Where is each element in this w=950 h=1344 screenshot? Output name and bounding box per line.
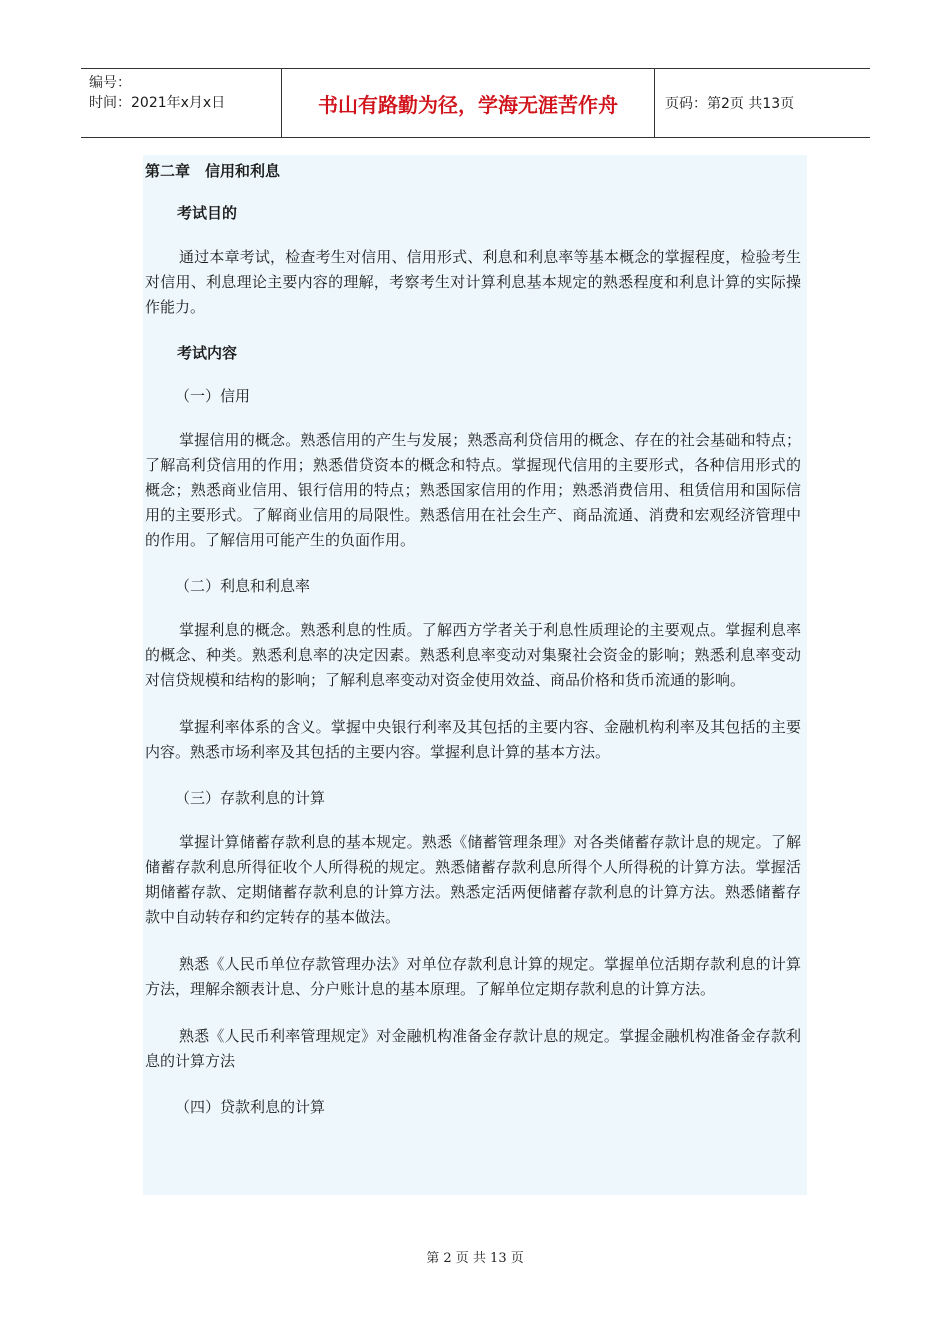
document-body [143, 155, 807, 1195]
date-label: 时间：2021年x月x日 [89, 95, 226, 111]
header-meta-cell [81, 69, 282, 137]
exam-content-heading: 考试内容 [177, 344, 238, 362]
motto-text: 书山有路勤为径，学海无涯苦作舟 [318, 92, 618, 117]
exam-purpose-paragraph: 通过本章考试，检查考生对信用、信用形式、利息和利息率等基本概念的掌握程度，检验考生对信用、利息理论主要内容的理解，考察考生对计算利息基本规定的熟悉程度和利息计算的实际操作能力。 [145, 248, 801, 316]
section-credit-paragraph: 掌握信用的概念。熟悉信用的产生与发展；熟悉高利贷信用的概念、存在的社会基础和特点；了解高利贷信用的作用；熟悉借贷资本的概念和特点。掌握现代信用的主要形式，各种信用形式的概念；熟悉商业信用、银行信用的特点；熟悉国家信用的作用；熟悉消费信用、租赁信用和国际信用的主要形式。了解商业信用的局限性。熟悉信用在社会生产、商品流通、消费和宏观经济管理中的作用。了解信用可能产生的负面作用。 [145, 431, 801, 549]
page-label: 页码：第2页 共13页 [665, 96, 795, 112]
section-deposit-paragraph-3: 熟悉《人民币利率管理规定》对金融机构准备金存款计息的规定。掌握金融机构准备金存款利息的计算方法 [145, 1027, 801, 1070]
section-deposit-heading: （三）存款利息的计算 [175, 789, 326, 807]
section-interest-paragraph-2: 掌握利率体系的含义。掌握中央银行利率及其包括的主要内容、金融机构利率及其包括的主要内容。熟悉市场利率及其包括的主要内容。掌握利息计算的基本方法。 [145, 718, 801, 761]
header-motto-cell [282, 69, 655, 137]
exam-purpose-heading: 考试目的 [177, 204, 238, 222]
page-header [81, 68, 870, 138]
number-label: 编号： [89, 75, 131, 91]
section-loan-heading: （四）贷款利息的计算 [175, 1098, 326, 1116]
section-credit-heading: （一）信用 [175, 387, 251, 405]
page-footer: 第 2 页 共 13 页 [426, 1251, 524, 1266]
section-interest-heading: （二）利息和利息率 [175, 577, 311, 595]
header-page-cell [655, 69, 870, 137]
chapter-title: 第二章 信用和利息 [145, 162, 281, 180]
section-deposit-paragraph-1: 掌握计算储蓄存款利息的基本规定。熟悉《储蓄管理条理》对各类储蓄存款计息的规定。了解储蓄存款利息所得征收个人所得税的规定。熟悉储蓄存款利息所得个人所得税的计算方法。掌握活期储蓄存款、定期储蓄存款利息的计算方法。熟悉定活两便储蓄存款利息的计算方法。熟悉储蓄存款中自动转存和约定转存的基本做法。 [145, 833, 801, 926]
section-interest-paragraph-1: 掌握利息的概念。熟悉利息的性质。了解西方学者关于利息性质理论的主要观点。掌握利息率的概念、种类。熟悉利息率的决定因素。熟悉利息率变动对集聚社会资金的影响；熟悉利息率变动对信贷规模和结构的影响；了解利息率变动对资金使用效益、商品价格和货币流通的影响。 [145, 621, 801, 689]
section-deposit-paragraph-2: 熟悉《人民币单位存款管理办法》对单位存款利息计算的规定。掌握单位活期存款利息的计算方法，理解余额表计息、分户账计息的基本原理。了解单位定期存款利息的计算方法。 [145, 955, 801, 998]
